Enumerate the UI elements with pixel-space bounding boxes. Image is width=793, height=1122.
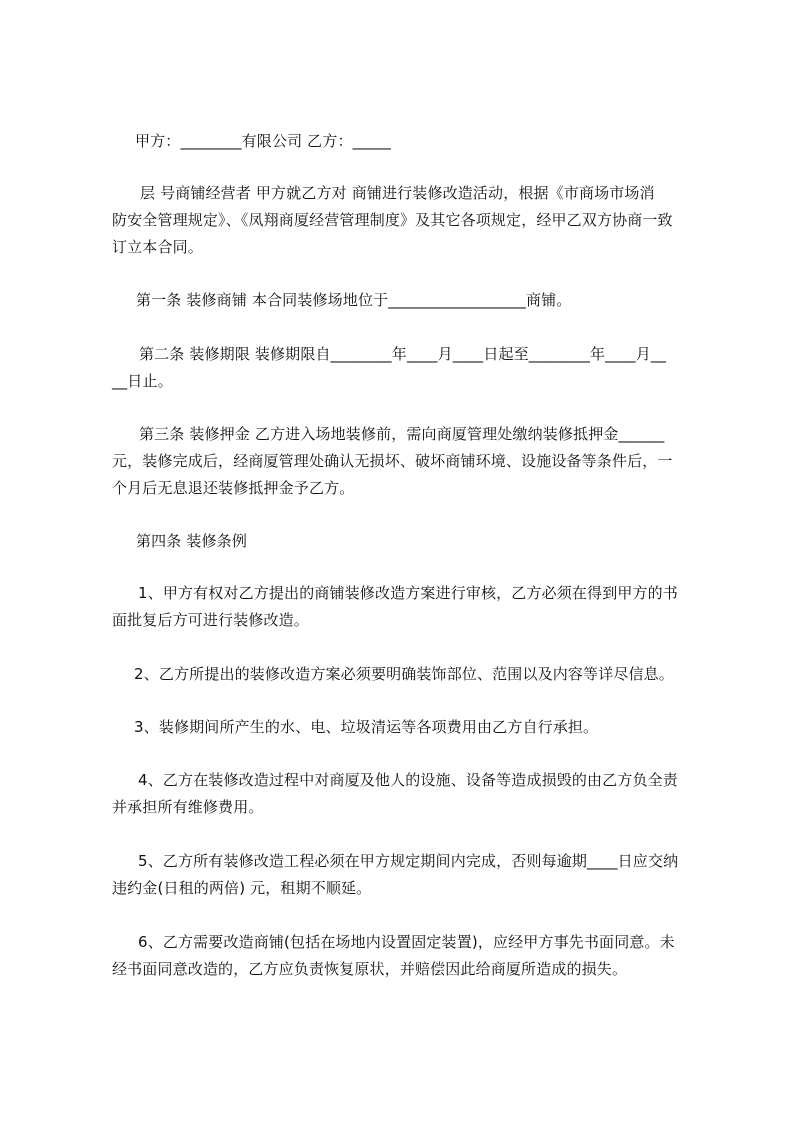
article-3-line-3: 个月后无息退还装修抵押金予乙方。 bbox=[112, 479, 355, 497]
item-4-line-1: 4、乙方在装修改造过程中对商厦及他人的设施、设备等造成损毁的由乙方负全责 bbox=[138, 771, 678, 789]
item-5 bbox=[112, 848, 712, 902]
item-3 bbox=[134, 714, 734, 741]
item-2-text: 2、乙方所提出的装修改造方案必须要明确装饰部位、范围以及内容等详尽信息。 bbox=[134, 665, 674, 683]
article-4-title bbox=[136, 528, 736, 555]
item-5-line-1: 5、乙方所有装修改造工程必须在甲方规定期间内完成，否则每逾期____日应交纳 bbox=[138, 852, 679, 870]
article-2-line-2: __日止。 bbox=[112, 372, 173, 390]
article-1-text: 第一条 装修商铺 本合同装修场地位于__________________商铺。 bbox=[136, 291, 572, 309]
item-6-line-2: 经书面同意改造的，乙方应负责恢复原状，并赔偿因此给商厦所造成的损失。 bbox=[112, 960, 628, 978]
item-1 bbox=[112, 580, 712, 634]
item-5-line-2: 违约金(日租的两倍) 元，租期不顺延。 bbox=[112, 879, 372, 897]
article-2 bbox=[112, 341, 712, 395]
preamble-line-1: 层 号商铺经营者 甲方就乙方对 商铺进行装修改造活动，根据《市商场市场消 bbox=[140, 184, 655, 202]
parties-text: 甲方：________有限公司 乙方：_____ bbox=[135, 132, 391, 150]
article-1 bbox=[136, 287, 736, 314]
article-2-line-1: 第二条 装修期限 装修期限自________年____月____日起至________年____月__ bbox=[139, 345, 667, 363]
item-6 bbox=[112, 929, 712, 983]
item-2 bbox=[134, 661, 734, 688]
article-3 bbox=[112, 421, 712, 502]
article-4-title-text: 第四条 装修条例 bbox=[136, 532, 247, 550]
item-6-line-1: 6、乙方需要改造商铺(包括在场地内设置固定装置)，应经甲方事先书面同意。未 bbox=[138, 933, 675, 951]
item-4 bbox=[112, 767, 712, 821]
item-1-line-1: 1、甲方有权对乙方提出的商铺装修改造方案进行审核，乙方必须在得到甲方的书 bbox=[138, 584, 678, 602]
preamble-paragraph bbox=[112, 180, 712, 261]
preamble-line-3: 订立本合同。 bbox=[112, 238, 203, 256]
item-3-text: 3、装修期间所产生的水、电、垃圾清运等各项费用由乙方自行承担。 bbox=[134, 718, 599, 736]
item-4-line-2: 并承担所有维修费用。 bbox=[112, 798, 264, 816]
article-3-line-1: 第三条 装修押金 乙方进入场地装修前，需向商厦管理处缴纳装修抵押金______ bbox=[139, 425, 665, 443]
item-1-line-2: 面批复后方可进行装修改造。 bbox=[112, 611, 309, 629]
article-3-line-2: 元，装修完成后，经商厦管理处确认无损坏、破坏商铺环境、设施设备等条件后，一 bbox=[112, 452, 673, 470]
preamble-line-2: 防安全管理规定》、《凤翔商厦经营管理制度》及其它各项规定，经甲乙双方协商一致 bbox=[112, 211, 673, 229]
parties-line bbox=[135, 128, 735, 155]
